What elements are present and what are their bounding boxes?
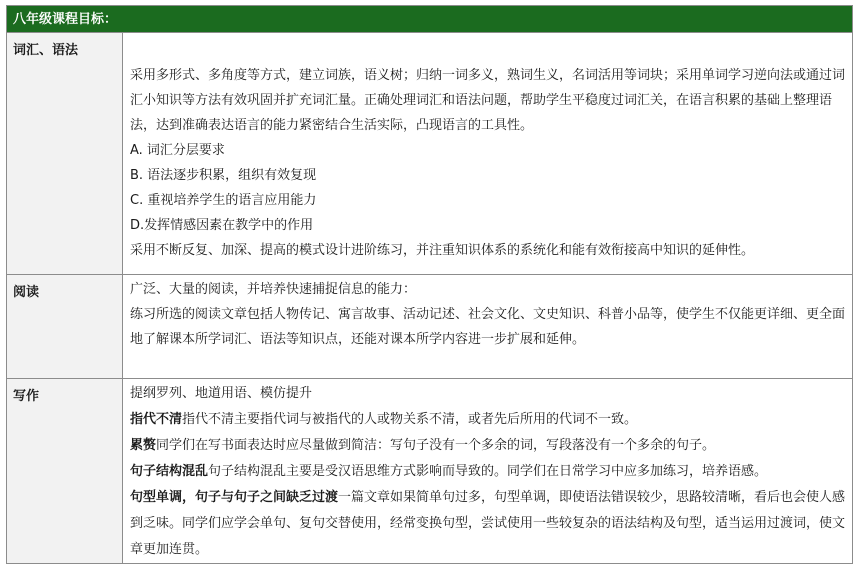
vocab-item-b: B. 语法逐步积累，组织有效复现 bbox=[130, 168, 317, 183]
vocab-closing: 采用不断反复、加深、提高的模式设计进阶练习，并注重知识体系的系统化和能有效衔接高中知识的延伸性。 bbox=[130, 243, 755, 258]
reading-line-1: 广泛、大量的阅读，并培养快速捕捉信息的能力： bbox=[130, 282, 417, 297]
vocab-item-a: A. 词汇分层要求 bbox=[130, 143, 225, 158]
vocab-paragraph: 采用多形式、多角度等方式，建立词族，语义树；归纳一词多义，熟词生义，名词活用等词块；采用单词学习逆向法或通过词汇小知识等方法有效巩固并扩充词汇量。正确处理词汇和语法问题，帮助学生平稳度过词汇关，在语言积累的基础上整理语法，达到准确表达语言的能力紧密结合生活实际，凸现语言的工具性。 bbox=[130, 68, 846, 133]
vocab-item-c: C. 重视培养学生的语言应用能力 bbox=[130, 193, 317, 208]
writing-point-lead: 指代不清 bbox=[130, 412, 183, 427]
writing-intro: 提纲罗列、地道用语、模仿提升 bbox=[130, 386, 313, 401]
writing-point-text: 句子结构混乱主要是受汉语思维方式影响而导致的。同学们在日常学习中应多加练习，培养语感。 bbox=[208, 464, 768, 479]
writing-point bbox=[130, 485, 846, 563]
table-title: 八年级课程目标： bbox=[7, 6, 852, 33]
writing-point bbox=[130, 433, 846, 459]
content-cell bbox=[123, 379, 852, 563]
vocab-item-d: D.发挥情感因素在教学中的作用 bbox=[130, 218, 314, 233]
writing-point-lead: 累赘 bbox=[130, 438, 157, 453]
content-cell bbox=[123, 275, 852, 378]
writing-point-text: 指代不清主要指代词与被指代的人或物关系不清，或者先后所用的代词不一致。 bbox=[182, 412, 638, 427]
writing-point-lead: 句子结构混乱 bbox=[130, 464, 209, 479]
category-cell: 阅读 bbox=[7, 275, 123, 378]
reading-line-2: 练习所选的阅读文章包括人物传记、寓言故事、活动记述、社会文化、文史知识、科普小品等，使学生不仅能更详细、更全面地了解课本所学词汇、语法等知识点，还能对课本所学内容进一步扩展和延伸。 bbox=[130, 307, 846, 347]
writing-point-text: 同学们在写书面表达时应尽量做到简洁：写句子没有一个多余的词，写段落没有一个多余的句子。 bbox=[156, 438, 716, 453]
table-row-vocabulary-grammar bbox=[7, 33, 852, 275]
table-row-writing bbox=[7, 379, 852, 563]
content-cell bbox=[123, 33, 852, 274]
writing-point bbox=[130, 407, 846, 433]
writing-point-text: 一篇文章如果简单句过多，句型单调，即使语法错误较少，思路较清晰，看后也会使人感到乏味。同学们应学会单句、复句交替使用，经常变换句型，尝试使用一些较复杂的语法结构及句型，适当运用过渡词，使文章更加连贯。 bbox=[130, 490, 846, 557]
writing-point bbox=[130, 459, 846, 485]
course-objectives-table bbox=[6, 5, 853, 564]
category-cell: 词汇、语法 bbox=[7, 33, 123, 274]
table-row-reading bbox=[7, 275, 852, 379]
writing-point-lead: 句型单调，句子与句子之间缺乏过渡 bbox=[130, 490, 339, 505]
category-cell: 写作 bbox=[7, 379, 123, 563]
